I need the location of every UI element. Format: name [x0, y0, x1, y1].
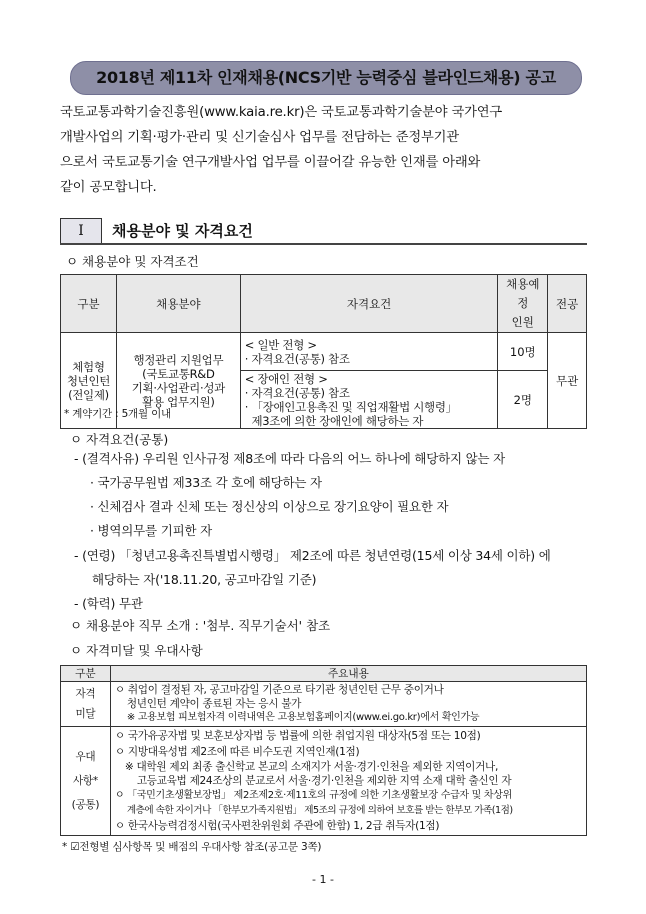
category-line: (공통): [71, 799, 100, 811]
requirement-bullet: · 신체검사 결과 신체 또는 정신상의 이상으로 장기요양이 필요한 자: [90, 499, 449, 514]
requirement-line: 제3조에 의한 장애인에 해당하는 자: [244, 413, 424, 428]
field-line: 활용 업무지원): [142, 394, 215, 409]
header-count-line1: 채용예정: [506, 277, 540, 310]
section-number: I: [60, 218, 102, 244]
content-line: 계층에 속한 자이거나 「한부모가족지원법」 제5조의 규정에 의하여 보호를 받는 한부모 가족(1점): [126, 805, 513, 816]
requirement-line: < 일반 전형 >: [244, 337, 317, 352]
content-line: 청년인턴 계약이 종료된 자는 응시 불가: [126, 698, 302, 710]
requirement-bullet: · 병역의무를 기피한 자: [90, 523, 212, 538]
header-count-line2: 인원: [511, 315, 534, 329]
intro-line-2: 개발사업의 기획·평가·관리 및 신기술심사 업무를 전담하는 준정부기관: [60, 130, 459, 145]
disabled-count-cell: 2명: [498, 371, 548, 429]
header-major: 전공: [548, 275, 587, 333]
header-requirements: 자격요건: [240, 275, 498, 333]
general-requirements-cell: [240, 333, 498, 371]
intro-line-1: 국토교통과학기술진흥원(www.kaia.re.kr)은 국토교통과학기술분야 국가연구: [60, 105, 503, 120]
content-line: ㅇ 한국사능력검정시험(국사편찬위원회 주관에 한함) 1, 2급 취득자(1점): [114, 820, 440, 832]
content-line: ㅇ 「국민기초생활보장법」 제2조제2호·제11호의 규정에 의한 기초생활보장 수급자 및 차상위: [114, 790, 512, 801]
preference-table-header: [61, 666, 587, 682]
requirement-line: < 장애인 전형 >: [244, 371, 328, 386]
recruitment-table-header: [61, 275, 587, 333]
header-count: [498, 275, 548, 333]
category-cell: [61, 682, 111, 727]
preference-table: [60, 665, 587, 836]
contract-period-note: * 계약기간 : 5개월 이내: [64, 408, 171, 420]
requirement-line: · 자격요건(공통) 참조: [244, 385, 350, 400]
requirement-bullet: · 국가공무원법 제33조 각 호에 해당하는 자: [90, 475, 322, 490]
requirement-line: · 「장애인고용촉진 및 직업재활법 시행령」: [244, 399, 457, 414]
intro-line-3: 으로서 국토교통기술 연구개발사업 업무를 이끌어갈 유능한 인재를 아래와: [60, 155, 481, 170]
content-line: ※ 고용보험 피보험자격 이력내역은 고용보험홈페이지(www.ei.go.kr)에서 확인가능: [126, 712, 480, 723]
requirement-line: · 자격요건(공통) 참조: [244, 351, 350, 366]
field-line: 기획·사업관리·성과: [131, 380, 225, 395]
category-line: 미달: [75, 708, 96, 720]
requirement-disqualification: - (결격사유) 우리원 인사규정 제8조에 따라 다음의 어느 하나에 해당하지 않는 자: [74, 451, 506, 466]
content-line: ㅇ 국가유공자법 및 보훈보상자법 등 법률에 의한 취업지원 대상자(5점 또는 10점): [114, 730, 481, 742]
major-cell: 무관: [548, 333, 587, 429]
header-category: 구분: [61, 666, 111, 682]
requirement-age: - (연령) 「청년고용촉진특별법시행령」 제2조에 따른 청년연령(15세 이상 34세 이하) 에: [74, 548, 551, 563]
category-line: (전일제): [68, 387, 109, 402]
header-content: 주요내용: [110, 666, 586, 682]
subheading-common-requirements: ㅇ 자격요건(공통): [70, 432, 169, 447]
page-number: - 1 -: [312, 873, 334, 886]
intro-line-4: 같이 공모합니다.: [60, 180, 157, 195]
content-line: ㅇ 취업이 결정된 자, 공고마감일 기준으로 타기관 청년인턴 근무 중이거나: [114, 684, 444, 696]
table-row: [61, 682, 587, 727]
category-line: 사항*: [72, 775, 98, 787]
requirement-age-cont: 해당하는 자('18.11.20, 공고마감일 기준): [92, 572, 317, 587]
general-count-cell: 10명: [498, 333, 548, 371]
category-line: 자격: [75, 688, 96, 700]
subheading-job-description: ㅇ 채용분야 직무 소개 : '첨부. 직무기술서' 참조: [70, 618, 331, 633]
category-line: 우대: [75, 751, 96, 763]
preference-note: * ☑전형별 심사항목 및 배점의 우대사항 참조(공고문 3쪽): [62, 841, 322, 853]
disabled-requirements-cell: [240, 371, 498, 429]
category-cell: [61, 727, 111, 836]
category-line: 체험형: [72, 359, 105, 374]
header-category: 구분: [61, 275, 117, 333]
section-divider: [60, 243, 587, 245]
field-line: 행정관리 지원업무: [133, 352, 224, 367]
content-cell: [110, 682, 586, 727]
table-row: [61, 333, 587, 371]
header-field: 채용분야: [116, 275, 240, 333]
section-title: 채용분야 및 자격요건: [112, 222, 253, 240]
requirement-education: - (학력) 무관: [74, 596, 143, 611]
subheading-recruitment-fields: ㅇ 채용분야 및 자격조건: [66, 254, 199, 269]
content-cell: [110, 727, 586, 836]
category-line: 청년인턴: [66, 373, 111, 388]
content-line: ㅇ 지방대육성법 제2조에 따른 비수도권 지역인재(1점): [114, 746, 360, 758]
content-line: 고등교육법 제24조상의 분교로서 서울·경기·인천을 제외한 지역 소재 대학 출신인 자: [136, 775, 512, 787]
subheading-disqualification-preference: ㅇ 자격미달 및 우대사항: [70, 643, 203, 658]
content-line: ※ 대학원 제외 최종 출신학교 본교의 소재지가 서울·경기·인천을 제외한 지역이거나,: [124, 761, 499, 773]
page-title: 2018년 제11차 인재채용(NCS기반 능력중심 블라인드채용) 공고: [70, 61, 582, 95]
table-row: [61, 727, 587, 836]
field-line: (국토교통R&D: [142, 366, 215, 381]
